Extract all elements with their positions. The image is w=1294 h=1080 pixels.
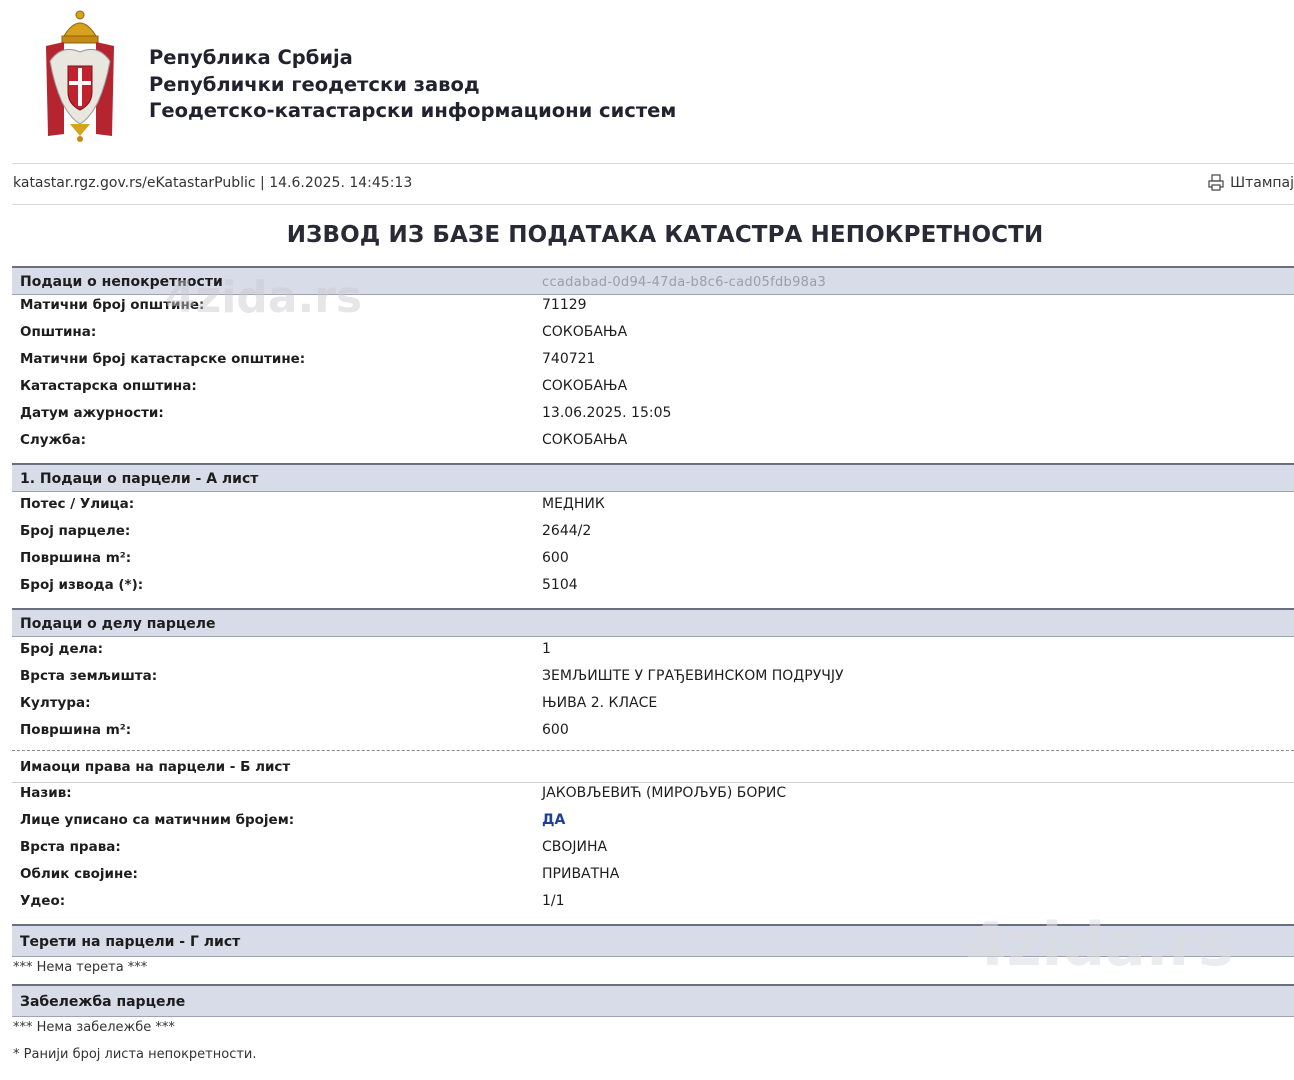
field-value: МЕДНИК [542, 496, 605, 512]
property-id: ccadabad-0d94-47da-b8c6-cad05fdb98a3 [542, 275, 827, 290]
data-row [12, 347, 1294, 374]
field-label: Врста права: [20, 839, 121, 855]
field-value: ЈАКОВЉЕВИЋ (МИРОЉУБ) БОРИС [542, 785, 787, 801]
field-label: Матични број катастарске општине: [20, 351, 306, 367]
field-label: Број дела: [20, 641, 104, 657]
field-label: Број извода (*): [20, 577, 144, 593]
field-value: ДА [542, 812, 566, 828]
owners-section-header [12, 750, 1294, 783]
data-row [12, 691, 1294, 718]
field-label: Култура: [20, 695, 91, 711]
institution-line: Геодетско-катастарски информациони систем [149, 99, 677, 122]
data-row [12, 808, 1294, 835]
field-value: СОКОБАЊА [542, 324, 628, 340]
field-value: ПРИВАТНА [542, 866, 620, 882]
printer-icon [1208, 174, 1224, 191]
field-label: Лице уписано са матичним бројем: [20, 812, 295, 828]
data-row [12, 492, 1294, 519]
divider [12, 204, 1294, 205]
source-and-timestamp: katastar.rgz.gov.rs/eKatastarPublic | 14.6.2025. 14:45:13 [13, 175, 413, 191]
data-row [12, 573, 1294, 600]
print-button[interactable] [1208, 174, 1294, 191]
data-row [12, 637, 1294, 664]
field-value: 2644/2 [542, 523, 592, 539]
no-prenotation-note [12, 1017, 1294, 1044]
footnote-text: * Ранији број листа непокретности. [13, 1047, 257, 1062]
field-label: Матични број општине: [20, 297, 205, 313]
field-value: СОКОБАЊА [542, 378, 628, 394]
field-label: Површина m²: [20, 550, 132, 566]
field-value: 13.06.2025. 15:05 [542, 405, 672, 421]
data-row [12, 320, 1294, 347]
data-row [12, 835, 1294, 862]
prenotation-section-header [12, 984, 1294, 1017]
section-title: Забележба парцеле [20, 994, 186, 1010]
field-value: ЊИВА 2. КЛАСЕ [542, 695, 658, 711]
field-label: Број парцеле: [20, 523, 131, 539]
institution-line: Републички геодетски завод [149, 72, 480, 96]
field-value: ЗЕМЉИШТЕ У ГРАЂЕВИНСКОМ ПОДРУЧЈУ [542, 668, 844, 684]
data-row [12, 519, 1294, 546]
field-label: Врста земљишта: [20, 668, 158, 684]
document-title: ИЗВОД ИЗ БАЗЕ ПОДАТАКА КАТАСТРА НЕПОКРЕТНОСТИ [286, 222, 1044, 248]
field-value: 740721 [542, 351, 596, 367]
field-value: СОКОБАЊА [542, 432, 628, 448]
print-label: Штампај [1230, 174, 1294, 191]
field-label: Општина: [20, 324, 97, 340]
data-row [12, 664, 1294, 691]
footnote [12, 1044, 1294, 1071]
data-row [12, 718, 1294, 745]
serbia-coat-of-arms-icon [40, 6, 120, 146]
section-title: Имаоци права на парцели - Б лист [20, 759, 291, 775]
parcel-part-section-header [12, 608, 1294, 637]
field-label: Катастарска општина: [20, 378, 197, 394]
data-row [12, 862, 1294, 889]
field-value: 600 [542, 550, 569, 566]
section-title: Подаци о делу парцеле [20, 616, 216, 632]
data-row [12, 546, 1294, 573]
data-row [12, 428, 1294, 455]
watermark: 4zida.rs [165, 272, 363, 323]
field-label: Површина m²: [20, 722, 132, 738]
parcel-section-header [12, 463, 1294, 492]
field-value: 1 [542, 641, 551, 657]
institution-line: Република Србија [149, 46, 353, 69]
field-label: Удео: [20, 893, 66, 909]
field-label: Служба: [20, 432, 86, 448]
field-value: 71129 [542, 297, 587, 313]
watermark: 4zida.rs [965, 910, 1234, 980]
data-row [12, 783, 1294, 808]
document-header [0, 0, 1294, 160]
field-value: 1/1 [542, 893, 565, 909]
note-text: *** Нема терета *** [13, 960, 148, 975]
section-title: Подаци о непокретности [20, 274, 223, 290]
note-text: *** Нема забележбе *** [13, 1020, 175, 1035]
field-value: 5104 [542, 577, 578, 593]
field-label: Потес / Улица: [20, 496, 135, 512]
data-row [12, 374, 1294, 401]
section-title: Терети на парцели - Г лист [20, 934, 241, 950]
institution-lines [149, 45, 676, 125]
field-value: 600 [542, 722, 569, 738]
field-label: Облик својине: [20, 866, 138, 882]
data-row [12, 401, 1294, 428]
field-label: Датум ажурности: [20, 405, 164, 421]
field-value: СВОЈИНА [542, 839, 608, 855]
field-label: Назив: [20, 785, 72, 801]
divider [12, 163, 1294, 164]
section-title: 1. Подаци о парцели - А лист [20, 471, 259, 487]
